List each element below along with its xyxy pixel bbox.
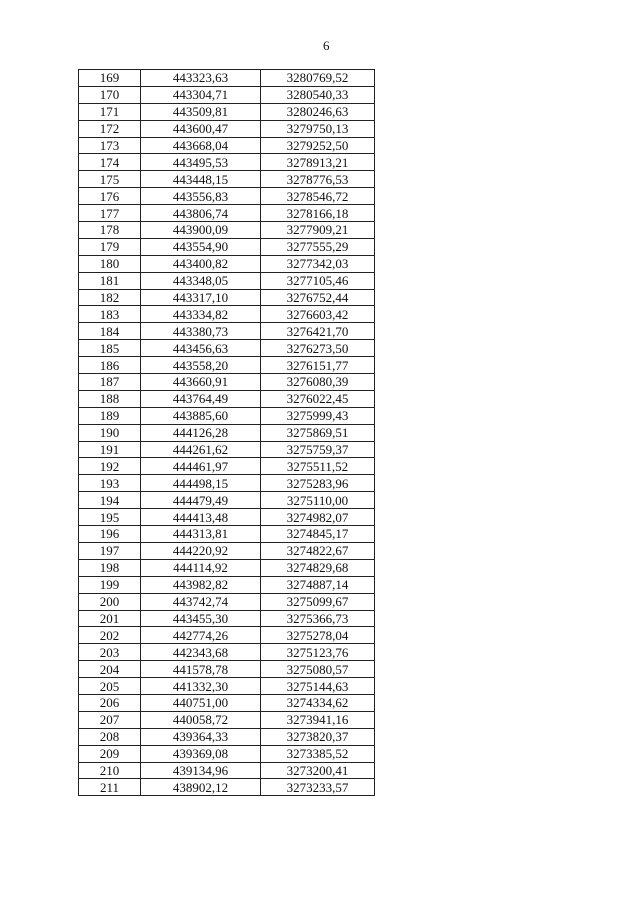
point-number-cell: 171 xyxy=(79,103,141,120)
y-coordinate-cell: 3273820,37 xyxy=(261,728,375,745)
table-row xyxy=(79,711,375,728)
x-coordinate-cell: 444220,92 xyxy=(141,542,261,559)
point-number-cell: 186 xyxy=(79,357,141,374)
y-coordinate-cell: 3277555,29 xyxy=(261,238,375,255)
x-coordinate-cell: 443304,71 xyxy=(141,86,261,103)
table-row xyxy=(79,441,375,458)
x-coordinate-cell: 438902,12 xyxy=(141,779,261,796)
x-coordinate-cell: 443742,74 xyxy=(141,593,261,610)
table-row xyxy=(79,205,375,222)
y-coordinate-cell: 3277342,03 xyxy=(261,255,375,272)
table-row xyxy=(79,390,375,407)
point-number-cell: 203 xyxy=(79,644,141,661)
point-number-cell: 172 xyxy=(79,120,141,137)
y-coordinate-cell: 3274334,62 xyxy=(261,694,375,711)
table-row xyxy=(79,171,375,188)
y-coordinate-cell: 3278166,18 xyxy=(261,205,375,222)
point-number-cell: 187 xyxy=(79,374,141,391)
x-coordinate-cell: 444413,48 xyxy=(141,509,261,526)
x-coordinate-cell: 443900,09 xyxy=(141,222,261,239)
y-coordinate-cell: 3275869,51 xyxy=(261,424,375,441)
table-row xyxy=(79,661,375,678)
x-coordinate-cell: 443558,20 xyxy=(141,357,261,374)
x-coordinate-cell: 443456,63 xyxy=(141,340,261,357)
y-coordinate-cell: 3275366,73 xyxy=(261,610,375,627)
table-row xyxy=(79,306,375,323)
table-row xyxy=(79,272,375,289)
table-row xyxy=(79,762,375,779)
x-coordinate-cell: 443509,81 xyxy=(141,103,261,120)
table-row xyxy=(79,374,375,391)
x-coordinate-cell: 441578,78 xyxy=(141,661,261,678)
x-coordinate-cell: 440751,00 xyxy=(141,694,261,711)
point-number-cell: 181 xyxy=(79,272,141,289)
point-number-cell: 178 xyxy=(79,222,141,239)
point-number-cell: 174 xyxy=(79,154,141,171)
x-coordinate-cell: 443982,82 xyxy=(141,576,261,593)
x-coordinate-cell: 443400,82 xyxy=(141,255,261,272)
point-number-cell: 192 xyxy=(79,458,141,475)
y-coordinate-cell: 3276603,42 xyxy=(261,306,375,323)
x-coordinate-cell: 443806,74 xyxy=(141,205,261,222)
y-coordinate-cell: 3280769,52 xyxy=(261,70,375,87)
y-coordinate-cell: 3275511,52 xyxy=(261,458,375,475)
table-row xyxy=(79,576,375,593)
x-coordinate-cell: 443334,82 xyxy=(141,306,261,323)
point-number-cell: 211 xyxy=(79,779,141,796)
table-row xyxy=(79,610,375,627)
point-number-cell: 176 xyxy=(79,188,141,205)
coordinates-table xyxy=(78,69,375,796)
table-row xyxy=(79,745,375,762)
point-number-cell: 177 xyxy=(79,205,141,222)
table-row xyxy=(79,475,375,492)
y-coordinate-cell: 3274982,07 xyxy=(261,509,375,526)
y-coordinate-cell: 3276151,77 xyxy=(261,357,375,374)
point-number-cell: 197 xyxy=(79,542,141,559)
y-coordinate-cell: 3278913,21 xyxy=(261,154,375,171)
table-row xyxy=(79,70,375,87)
x-coordinate-cell: 443317,10 xyxy=(141,289,261,306)
x-coordinate-cell: 444114,92 xyxy=(141,559,261,576)
table-row xyxy=(79,559,375,576)
table-row xyxy=(79,357,375,374)
x-coordinate-cell: 443885,60 xyxy=(141,407,261,424)
point-number-cell: 179 xyxy=(79,238,141,255)
x-coordinate-cell: 444313,81 xyxy=(141,526,261,543)
table-row xyxy=(79,222,375,239)
point-number-cell: 209 xyxy=(79,745,141,762)
y-coordinate-cell: 3276421,70 xyxy=(261,323,375,340)
table-row xyxy=(79,154,375,171)
x-coordinate-cell: 444498,15 xyxy=(141,475,261,492)
point-number-cell: 183 xyxy=(79,306,141,323)
point-number-cell: 184 xyxy=(79,323,141,340)
y-coordinate-cell: 3275283,96 xyxy=(261,475,375,492)
y-coordinate-cell: 3277105,46 xyxy=(261,272,375,289)
point-number-cell: 182 xyxy=(79,289,141,306)
x-coordinate-cell: 439364,33 xyxy=(141,728,261,745)
point-number-cell: 204 xyxy=(79,661,141,678)
x-coordinate-cell: 443495,53 xyxy=(141,154,261,171)
table-row xyxy=(79,509,375,526)
point-number-cell: 206 xyxy=(79,694,141,711)
y-coordinate-cell: 3273200,41 xyxy=(261,762,375,779)
x-coordinate-cell: 443764,49 xyxy=(141,390,261,407)
y-coordinate-cell: 3278546,72 xyxy=(261,188,375,205)
point-number-cell: 194 xyxy=(79,492,141,509)
y-coordinate-cell: 3275099,67 xyxy=(261,593,375,610)
table-row xyxy=(79,103,375,120)
point-number-cell: 195 xyxy=(79,509,141,526)
x-coordinate-cell: 443448,15 xyxy=(141,171,261,188)
y-coordinate-cell: 3274822,67 xyxy=(261,542,375,559)
table-row xyxy=(79,323,375,340)
y-coordinate-cell: 3275278,04 xyxy=(261,627,375,644)
point-number-cell: 196 xyxy=(79,526,141,543)
x-coordinate-cell: 444126,28 xyxy=(141,424,261,441)
x-coordinate-cell: 443556,83 xyxy=(141,188,261,205)
y-coordinate-cell: 3276022,45 xyxy=(261,390,375,407)
table-row xyxy=(79,542,375,559)
y-coordinate-cell: 3277909,21 xyxy=(261,222,375,239)
table-row xyxy=(79,424,375,441)
x-coordinate-cell: 444461,97 xyxy=(141,458,261,475)
y-coordinate-cell: 3275123,76 xyxy=(261,644,375,661)
y-coordinate-cell: 3273233,57 xyxy=(261,779,375,796)
x-coordinate-cell: 443600,47 xyxy=(141,120,261,137)
y-coordinate-cell: 3279252,50 xyxy=(261,137,375,154)
point-number-cell: 191 xyxy=(79,441,141,458)
point-number-cell: 173 xyxy=(79,137,141,154)
point-number-cell: 170 xyxy=(79,86,141,103)
table-row xyxy=(79,86,375,103)
table-row xyxy=(79,728,375,745)
point-number-cell: 210 xyxy=(79,762,141,779)
point-number-cell: 188 xyxy=(79,390,141,407)
y-coordinate-cell: 3280540,33 xyxy=(261,86,375,103)
page-number: 6 xyxy=(323,38,330,53)
y-coordinate-cell: 3280246,63 xyxy=(261,103,375,120)
x-coordinate-cell: 439369,08 xyxy=(141,745,261,762)
x-coordinate-cell: 444479,49 xyxy=(141,492,261,509)
table-row xyxy=(79,593,375,610)
y-coordinate-cell: 3274887,14 xyxy=(261,576,375,593)
table-row xyxy=(79,120,375,137)
table-row xyxy=(79,678,375,695)
y-coordinate-cell: 3275759,37 xyxy=(261,441,375,458)
table-row xyxy=(79,188,375,205)
table-row xyxy=(79,492,375,509)
point-number-cell: 175 xyxy=(79,171,141,188)
y-coordinate-cell: 3276752,44 xyxy=(261,289,375,306)
table-row xyxy=(79,407,375,424)
coordinates-table-body xyxy=(79,70,375,796)
table-row xyxy=(79,644,375,661)
y-coordinate-cell: 3276273,50 xyxy=(261,340,375,357)
table-row xyxy=(79,458,375,475)
table-row xyxy=(79,526,375,543)
point-number-cell: 193 xyxy=(79,475,141,492)
y-coordinate-cell: 3275110,00 xyxy=(261,492,375,509)
point-number-cell: 199 xyxy=(79,576,141,593)
y-coordinate-cell: 3275144,63 xyxy=(261,678,375,695)
x-coordinate-cell: 440058,72 xyxy=(141,711,261,728)
point-number-cell: 208 xyxy=(79,728,141,745)
point-number-cell: 205 xyxy=(79,678,141,695)
point-number-cell: 169 xyxy=(79,70,141,87)
x-coordinate-cell: 443668,04 xyxy=(141,137,261,154)
x-coordinate-cell: 443323,63 xyxy=(141,70,261,87)
y-coordinate-cell: 3273941,16 xyxy=(261,711,375,728)
point-number-cell: 198 xyxy=(79,559,141,576)
x-coordinate-cell: 443554,90 xyxy=(141,238,261,255)
x-coordinate-cell: 439134,96 xyxy=(141,762,261,779)
y-coordinate-cell: 3275080,57 xyxy=(261,661,375,678)
point-number-cell: 202 xyxy=(79,627,141,644)
point-number-cell: 180 xyxy=(79,255,141,272)
y-coordinate-cell: 3274829,68 xyxy=(261,559,375,576)
point-number-cell: 189 xyxy=(79,407,141,424)
point-number-cell: 200 xyxy=(79,593,141,610)
y-coordinate-cell: 3279750,13 xyxy=(261,120,375,137)
table-row xyxy=(79,137,375,154)
y-coordinate-cell: 3273385,52 xyxy=(261,745,375,762)
table-row xyxy=(79,340,375,357)
y-coordinate-cell: 3276080,39 xyxy=(261,374,375,391)
point-number-cell: 201 xyxy=(79,610,141,627)
table-row xyxy=(79,238,375,255)
x-coordinate-cell: 441332,30 xyxy=(141,678,261,695)
point-number-cell: 207 xyxy=(79,711,141,728)
x-coordinate-cell: 442774,26 xyxy=(141,627,261,644)
table-row xyxy=(79,694,375,711)
x-coordinate-cell: 443660,91 xyxy=(141,374,261,391)
table-row xyxy=(79,779,375,796)
x-coordinate-cell: 443380,73 xyxy=(141,323,261,340)
y-coordinate-cell: 3275999,43 xyxy=(261,407,375,424)
point-number-cell: 190 xyxy=(79,424,141,441)
point-number-cell: 185 xyxy=(79,340,141,357)
x-coordinate-cell: 443455,30 xyxy=(141,610,261,627)
table-row xyxy=(79,255,375,272)
x-coordinate-cell: 442343,68 xyxy=(141,644,261,661)
y-coordinate-cell: 3278776,53 xyxy=(261,171,375,188)
y-coordinate-cell: 3274845,17 xyxy=(261,526,375,543)
table-row xyxy=(79,627,375,644)
x-coordinate-cell: 444261,62 xyxy=(141,441,261,458)
x-coordinate-cell: 443348,05 xyxy=(141,272,261,289)
table-row xyxy=(79,289,375,306)
